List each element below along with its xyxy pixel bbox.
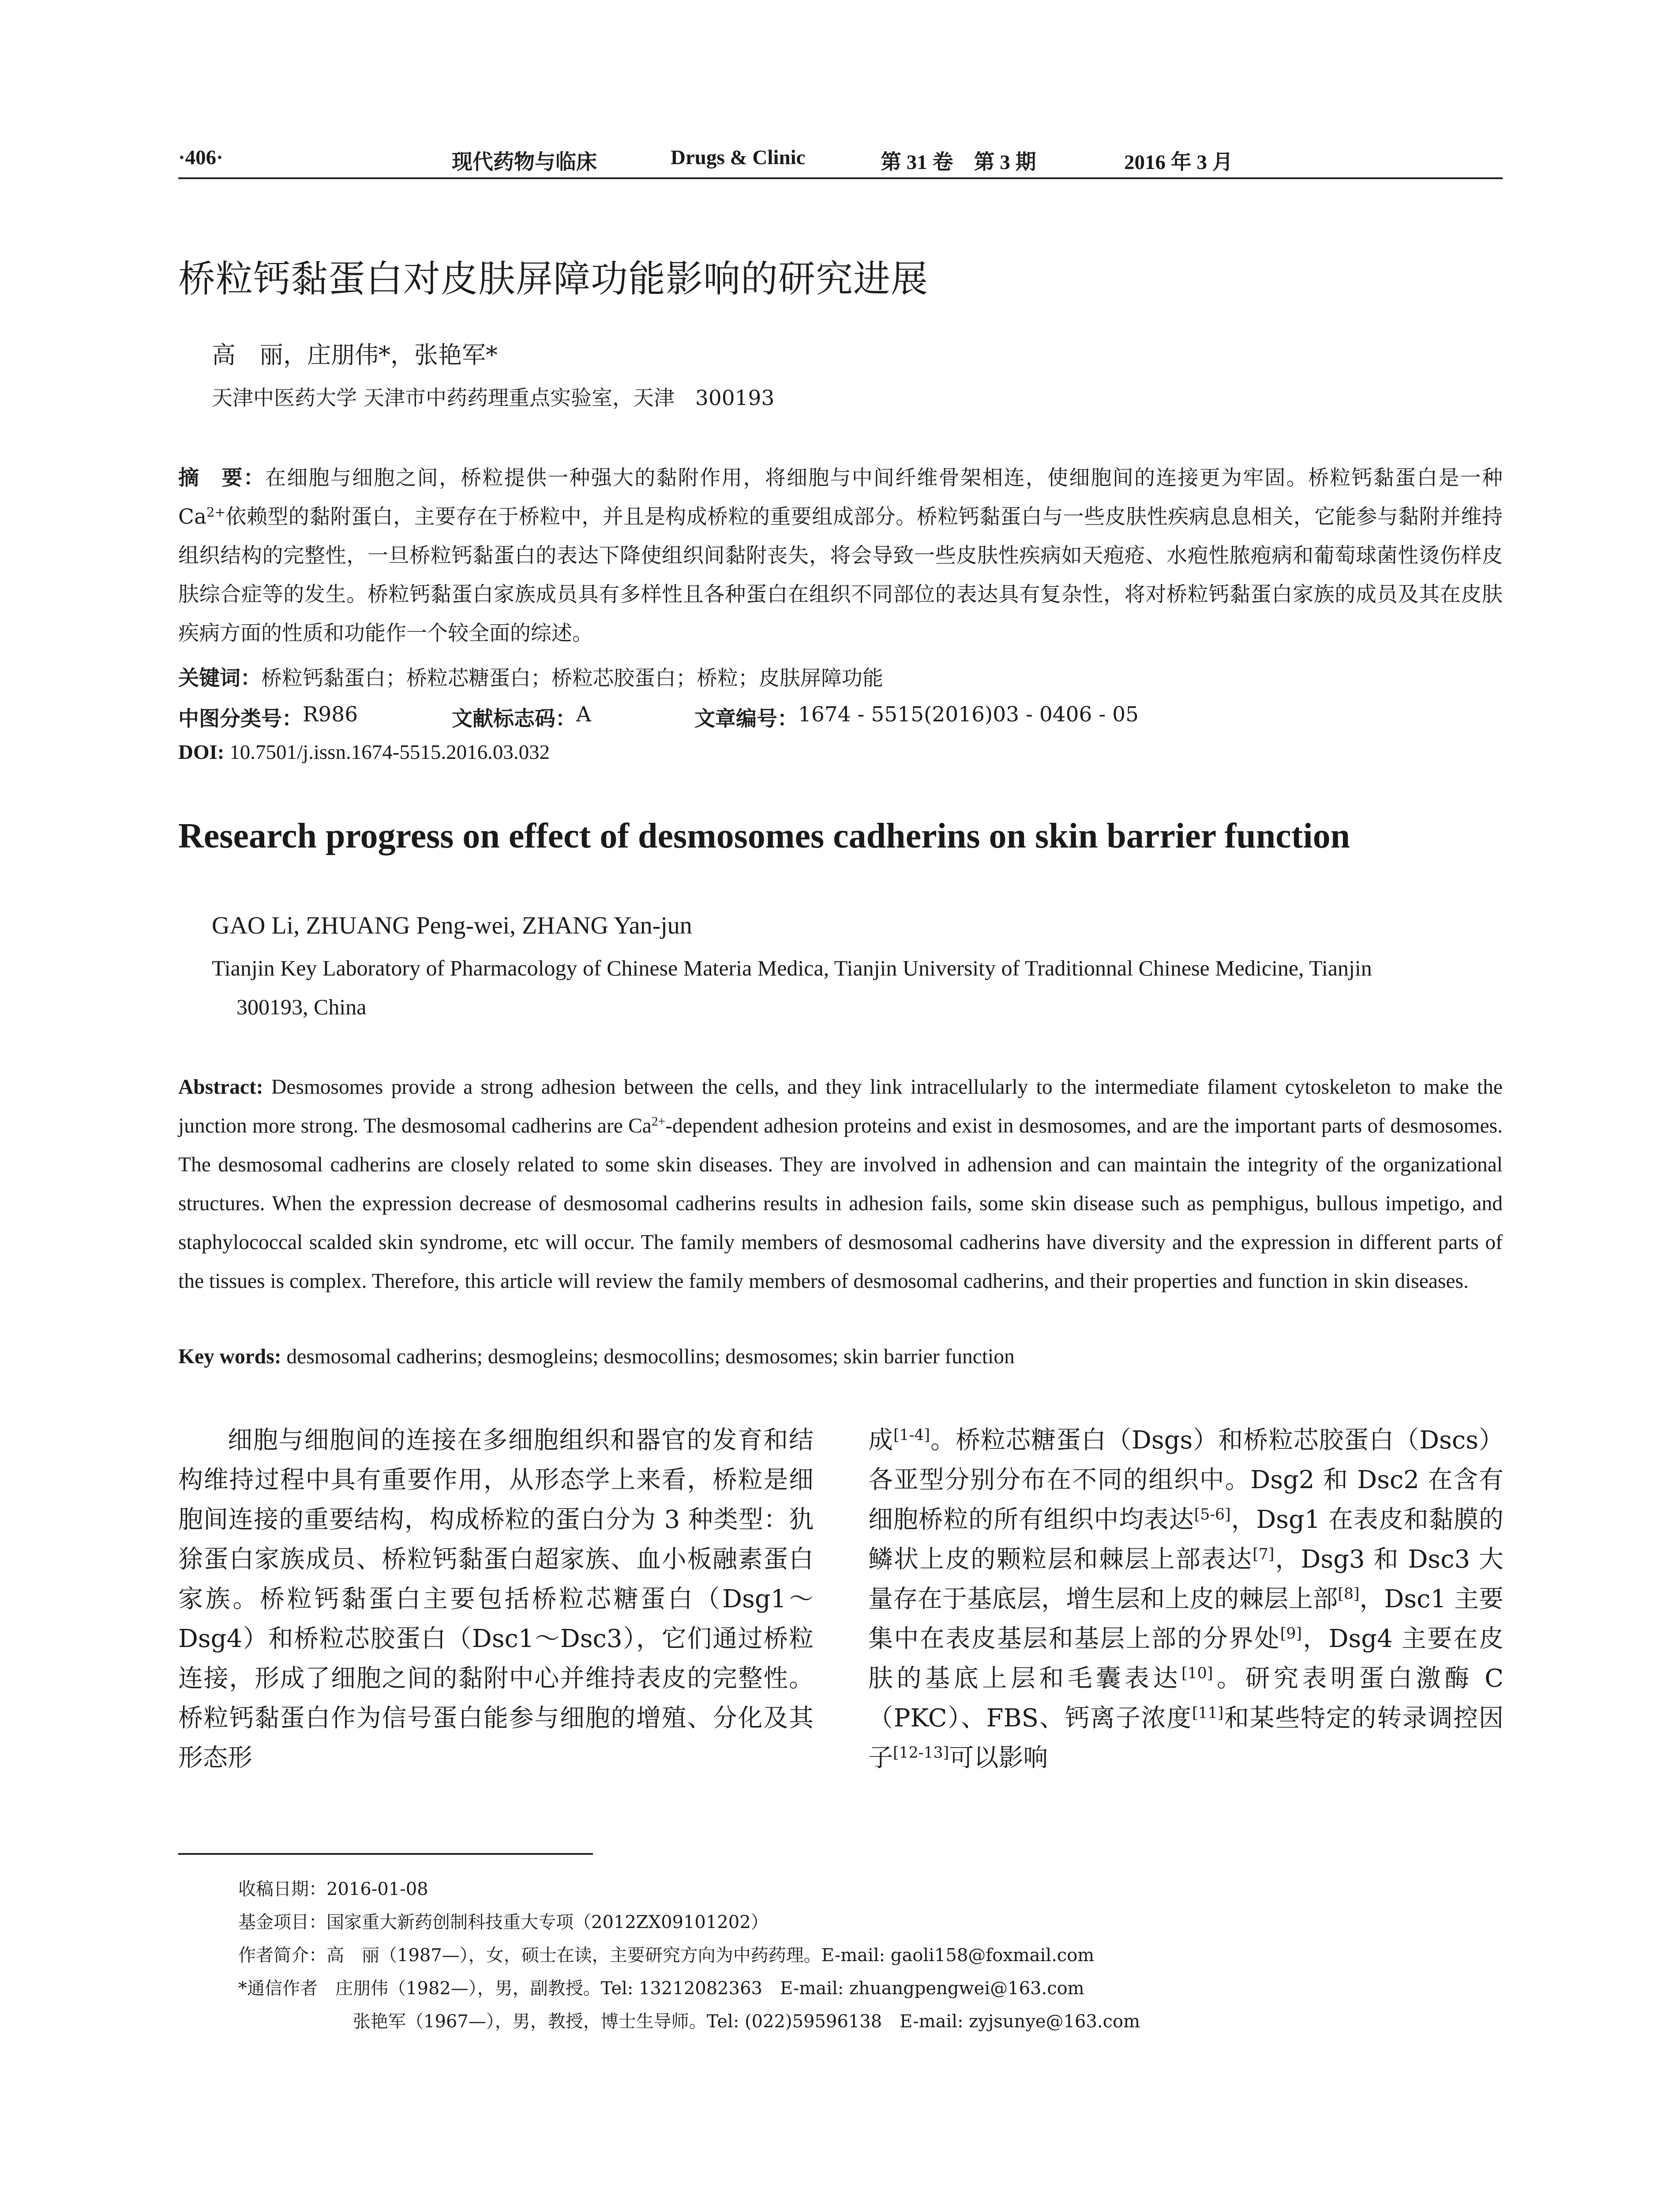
- citation-ref: [10]: [1181, 1664, 1213, 1682]
- citation-ref: [9]: [1280, 1624, 1302, 1643]
- abstract-cn: [178, 459, 1503, 653]
- abstract-en-label: Abstract:: [178, 1076, 263, 1099]
- affiliation-cn: 天津中医药大学 天津市中药药理重点实验室，天津 300193: [212, 386, 775, 410]
- clc-number: 中图分类号： R986: [178, 702, 358, 731]
- abstract-cn-superscript: 2+: [206, 504, 225, 520]
- footnote-author-intro: 作者简介：高 丽（1987—），女，硕士在读，主要研究方向为中药药理。E-mail: gaoli158@foxmail.com: [238, 1945, 1095, 1966]
- abstract-cn-label: 摘 要：: [178, 466, 265, 490]
- citation-ref: [1-4]: [893, 1426, 930, 1444]
- affiliation-en: [212, 949, 1504, 1026]
- body-column-left: 细胞与细胞间的连接在多细胞组织和器官的发育和结构维持过程中具有重要作用，从形态学上来看，桥粒是细胞间连接的重要结构，构成桥粒的蛋白分为 3 种类型：犰狳蛋白家族成员、桥粒钙黏蛋白超家族、血小板融素蛋白家族。桥粒钙黏蛋白主要包括桥粒芯糖蛋白（Dsg1～Dsg4）和桥粒芯胶蛋白（Dsc1～Dsc3），它们通过桥粒连接，形成了细胞之间的黏附中心并维持表皮的完整性。桥粒钙黏蛋白作为信号蛋白能参与细胞的增殖、分化及其形态形: [178, 1426, 814, 1772]
- affiliation-en-line-1: Tianjin Key Laboratory of Pharmacology of Chinese Materia Medica, Tianjin University of Traditionnal Chinese Medicine, Tianjin: [212, 956, 1372, 980]
- authors-cn: 高 丽，庄朋伟*，张艳军*: [212, 341, 498, 369]
- keywords-en-text: desmosomal cadherins; desmogleins; desmocollins; desmosomes; skin barrier function: [281, 1345, 1015, 1368]
- abstract-cn-text-2: 依赖型的黏附蛋白，主要存在于桥粒中，并且是构成桥粒的重要组成部分。桥粒钙黏蛋白与一些皮肤性疾病息息相关，它能参与黏附并维持组织结构的完整性，一旦桥粒钙黏蛋白的表达下降使组织间黏附丧失，将会导致一些皮肤性疾病如天疱疮、水疱性脓疱病和葡萄球菌性烫伤样皮肤综合症等的发生。桥粒钙黏蛋白家族成员具有多样性且各种蛋白在组织不同部位的表达具有复杂性，将对桥粒钙黏蛋白家族的成员及其在皮肤疾病方面的性质和功能作一个较全面的综述。: [178, 505, 1503, 645]
- volume-issue: 第 31 卷 第 3 期: [881, 151, 1036, 174]
- footnote-rule: [178, 1853, 593, 1855]
- body-text: ，Dsg1 在表皮和黏膜的鳞状上皮的颗粒层和棘层上部表达: [868, 1505, 1504, 1574]
- footnote-fund: 基金项目：国家重大新药创制科技重大专项（2012ZX09101202）: [238, 1912, 769, 1932]
- footnote-corresponding-1: *通信作者 庄朋伟（1982—），男，副教授。Tel: 13212082363 E-mail: zhuangpengwei@163.com: [238, 1978, 1084, 1999]
- article-title-cn: 桥粒钙黏蛋白对皮肤屏障功能影响的研究进展: [178, 257, 929, 300]
- classification-line: [178, 702, 1503, 733]
- body-text: 。桥粒芯糖蛋白（Dsgs）和桥粒芯胶蛋白（Dscs）各亚型分别分布在不同的组织中。Dsg2 和 Dsc2 在含有细胞桥粒的所有组织中均表达: [868, 1426, 1504, 1534]
- body-text: ，Dsg3 和 Dsc3 大量存在于基底层，增生层和上皮的棘层上部: [868, 1545, 1504, 1613]
- body-column-right: [868, 1421, 1504, 1778]
- abstract-en-superscript: 2+: [651, 1114, 666, 1129]
- body-text: 可以影响: [949, 1744, 1048, 1772]
- journal-name-cn: 现代药物与临床: [452, 151, 597, 174]
- affiliation-en-line-2: 300193, China: [236, 994, 367, 1019]
- doi-label: DOI:: [178, 741, 225, 764]
- body-text: 成: [868, 1426, 894, 1455]
- abstract-en: [178, 1068, 1503, 1301]
- abstract-en-text-2: -dependent adhesion proteins and exist in desmosomes, and are the important parts of desmosomes. The desmosomal cadherins are closely related to some skin diseases. They are involved in adhension and can maintain the integrity of the organizational structures. When the expression decrease of desmosomal cadherins results in adhesion fails, some skin disease such as pemphigus, bullous impetigo, and staphylococcal scalded skin syndrome, etc will occur. The family members of desmosomal cadherins have diversity and the expression in different parts of the tissues is complex. Therefore, this article will review the family members of desmosomal cadherins, and their properties and function in skin diseases.: [178, 1114, 1503, 1293]
- document-code: 文献标志码： A: [452, 702, 591, 731]
- header-rule: [178, 177, 1503, 179]
- footnote-corresponding-2: 张艳军（1967—），男，教授，博士生导师。Tel: (022)59596138 E-mail: zyjsunye@163.com: [353, 2011, 1140, 2032]
- body-text: ，Dsc1 主要集中在表皮基层和基层上部的分界处: [868, 1585, 1504, 1653]
- keywords-en-label: Key words:: [178, 1345, 281, 1368]
- page-number: ·406·: [178, 146, 223, 169]
- article-number: 文章编号： 1674 - 5515(2016)03 - 0406 - 05: [694, 702, 1139, 731]
- running-header: [178, 142, 1502, 173]
- article-title-en: Research progress on effect of desmosomes cadherins on skin barrier function: [178, 817, 1350, 855]
- keywords-cn: [178, 662, 1503, 691]
- citation-ref: [11]: [1192, 1704, 1224, 1722]
- keywords-cn-text: 桥粒钙黏蛋白；桥粒芯糖蛋白；桥粒芯胶蛋白；桥粒；皮肤屏障功能: [261, 666, 883, 690]
- citation-ref: [8]: [1338, 1585, 1360, 1603]
- keywords-en: [178, 1345, 1503, 1369]
- keywords-cn-label: 关键词：: [178, 666, 261, 690]
- citation-ref: [5-6]: [1194, 1505, 1231, 1523]
- body-text: ，Dsg4 主要在皮肤的基底上层和毛囊表达: [868, 1624, 1504, 1693]
- doi: [178, 740, 550, 764]
- body-text: 和某些特定的转录调控因子: [868, 1704, 1504, 1772]
- footnote-received: 收稿日期：2016-01-08: [238, 1879, 428, 1899]
- body-text: 。研究表明蛋白激酶 C（PKC）、FBS、钙离子浓度: [868, 1664, 1504, 1733]
- doi-value: 10.7501/j.issn.1674-5515.2016.03.032: [224, 741, 550, 764]
- authors-en: GAO Li, ZHUANG Peng-wei, ZHANG Yan-jun: [212, 912, 692, 939]
- journal-name-en: Drugs & Clinic: [671, 146, 806, 169]
- issue-date: 2016 年 3 月: [1124, 151, 1233, 174]
- citation-ref: [7]: [1252, 1545, 1275, 1563]
- citation-ref: [12-13]: [893, 1744, 949, 1762]
- abstract-cn-text-1: 在细胞与细胞之间，桥粒提供一种强大的黏附作用，将细胞与中间纤维骨架相连，使细胞间的连接更为牢固。桥粒钙黏蛋白是一种 Ca: [178, 466, 1503, 529]
- abstract-en-text-1: Desmosomes provide a strong adhesion between the cells, and they link intracellularly to the intermediate filament cytoskeleton to make the junction more strong. The desmosomal cadherins are Ca: [178, 1076, 1503, 1137]
